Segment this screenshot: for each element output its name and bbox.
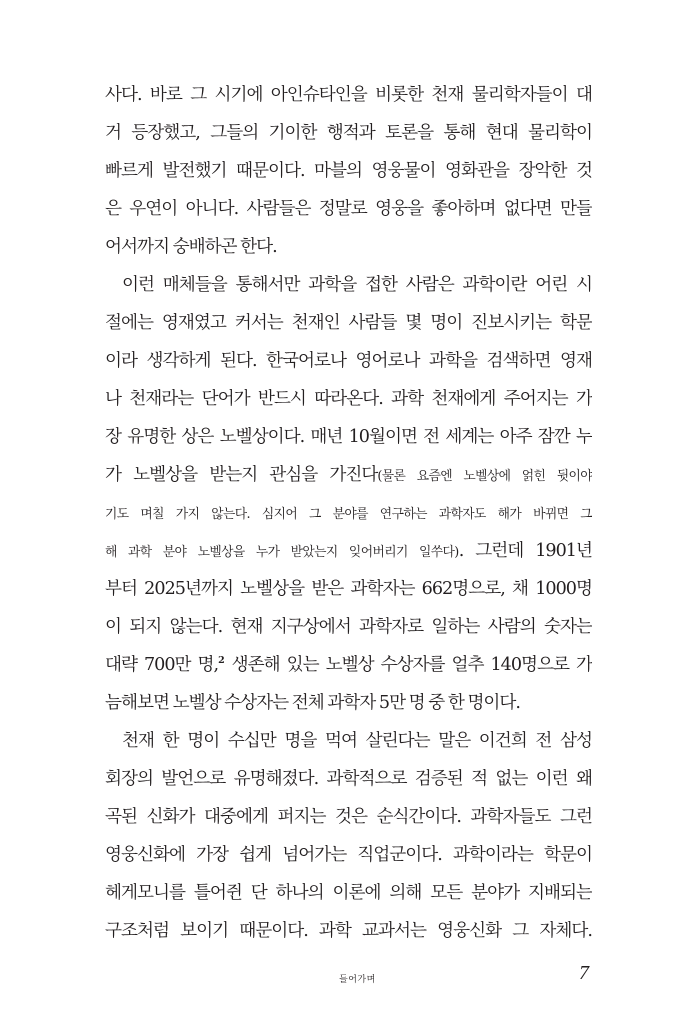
text-segment: . 그런데 1901년 bbox=[458, 541, 592, 561]
text-line: 부터 2025년까지 노벨상을 받은 과학자는 662명으로, 채 1000명 bbox=[105, 579, 592, 599]
text-line: 이런 매체들을 통해서만 과학을 접한 사람은 과학이란 어린 시 bbox=[122, 275, 592, 295]
page-footer bbox=[0, 962, 682, 998]
text-line: 영웅신화에 가장 쉽게 넘어가는 직업군이다. 과학이라는 학문이 bbox=[105, 845, 592, 865]
paragraph-3 bbox=[105, 731, 592, 959]
text-line: 나 천재라는 단어가 반드시 따라온다. 과학 천재에게 주어지는 가 bbox=[105, 389, 592, 409]
text-line: 늠해보면 노벨상 수상자는 전체 과학자 5만 명 중 한 명이다. bbox=[105, 693, 521, 713]
text-line: 어서까지 숭배하곤 한다. bbox=[105, 237, 277, 257]
text-line: 이라 생각하게 된다. 한국어로나 영어로나 과학을 검색하면 영재 bbox=[105, 351, 592, 371]
parenthetical-note: (물론 요즘엔 노벨상에 얽힌 뒷이야 bbox=[377, 469, 592, 484]
paragraph-2 bbox=[105, 275, 592, 731]
text-line: 거 등장했고, 그들의 기이한 행적과 토론을 통해 현대 물리학이 bbox=[105, 123, 592, 143]
text-line: 회장의 발언으로 유명해졌다. 과학적으로 검증된 적 없는 이런 왜 bbox=[105, 769, 592, 789]
text-line: 장 유명한 상은 노벨상이다. 매년 10월이면 전 세계는 아주 잠깐 누 bbox=[105, 427, 592, 447]
text-line: 천재 한 명이 수십만 명을 먹여 살린다는 말은 이건희 전 삼성 bbox=[122, 731, 592, 751]
text-line bbox=[105, 655, 592, 693]
text-line: 곡된 신화가 대중에게 퍼지는 것은 순식간이다. 과학자들도 그런 bbox=[105, 807, 592, 827]
text-line: 구조처럼 보이기 때문이다. 과학 교과서는 영웅신화 그 자체다. bbox=[105, 921, 592, 941]
text-segment: 가 노벨상을 받는지 관심을 가진다 bbox=[105, 465, 378, 485]
parenthetical-note: 해 과학 분야 노벨상을 누가 받았는지 잊어버리기 일쑤다) bbox=[105, 545, 459, 560]
text-line: 사다. 바로 그 시기에 아인슈타인을 비롯한 천재 물리학자들이 대 bbox=[105, 85, 592, 105]
page-body bbox=[105, 85, 592, 959]
text-segment: 대략 700만 명, bbox=[105, 655, 219, 675]
text-line: 절에는 영재였고 커서는 천재인 사람들 몇 명이 진보시키는 학문 bbox=[105, 313, 592, 333]
paragraph-1 bbox=[105, 85, 592, 275]
text-line bbox=[105, 541, 592, 579]
page-number: 7 bbox=[579, 962, 589, 984]
text-line bbox=[105, 503, 592, 541]
text-line: 빠르게 발전했기 때문이다. 마블의 영웅물이 영화관을 장악한 것 bbox=[105, 161, 592, 181]
running-title: 들어가며 bbox=[339, 975, 376, 985]
text-line: 은 우연이 아니다. 사람들은 정말로 영웅을 좋아하며 없다면 만들 bbox=[105, 199, 592, 219]
footnote-marker: 2 bbox=[218, 655, 225, 666]
text-segment: 생존해 있는 노벨상 수상자를 얼추 140명으로 가 bbox=[224, 655, 592, 675]
text-line: 이 되지 않는다. 현재 지구상에서 과학자로 일하는 사람의 숫자는 bbox=[105, 617, 592, 637]
parenthetical-note: 기도 며칠 가지 않는다. 심지어 그 분야를 연구하는 과학자도 해가 바뀌면 그 bbox=[105, 507, 592, 522]
text-line: 헤게모니를 틀어쥔 단 하나의 이론에 의해 모든 분야가 지배되는 bbox=[105, 883, 592, 903]
text-line bbox=[105, 465, 592, 503]
